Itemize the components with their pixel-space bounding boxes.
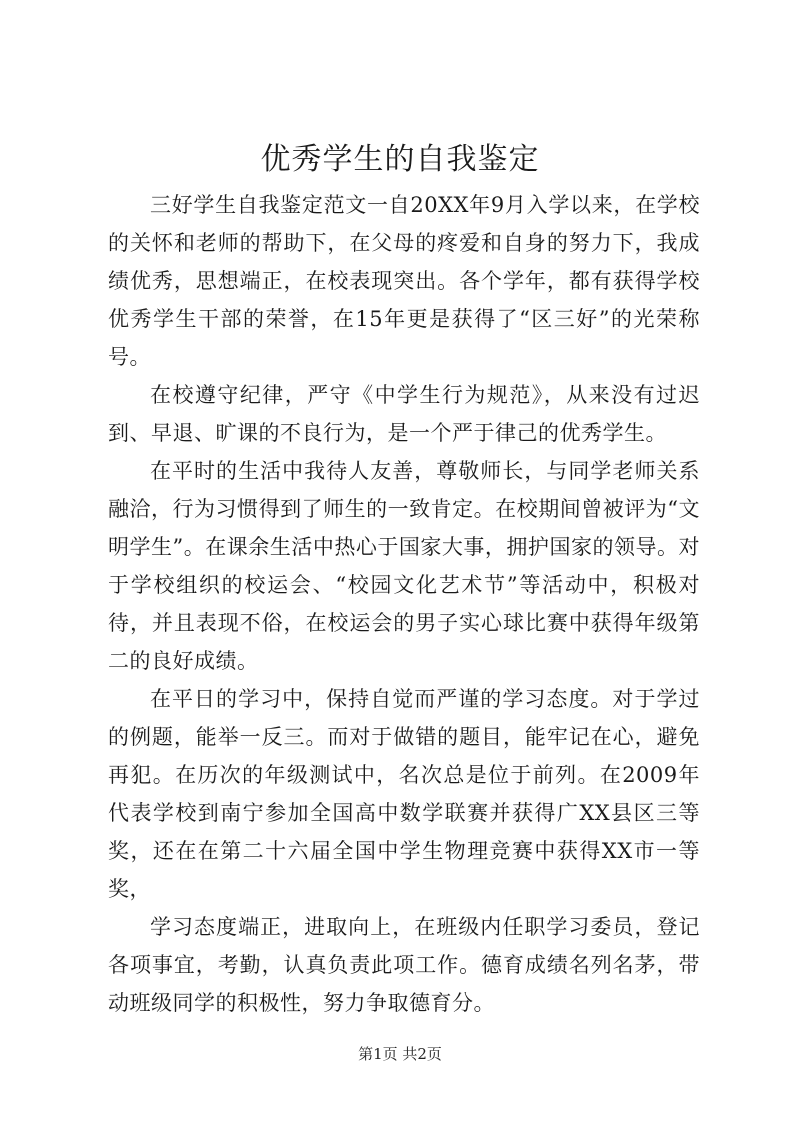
paragraph-3: 在平时的生活中我待人友善，尊敬师长，与同学老师关系融洽，行为习惯得到了师生的一致肯定。在校期间曾被评为“文明学生”。在课余生活中热心于国家大事，拥护国家的领导。对于学校组织的校运会、“校园文化艺术节”等活动中，积极对待，并且表现不俗，在校运会的男子实心球比赛中获得年级第二的良好成绩。 (108, 459, 700, 673)
paragraph-4: 在平日的学习中，保持自觉而严谨的学习态度。对于学过的例题，能举一反三。而对于做错的题目，能牢记在心，避免再犯。在历次的年级测试中，名次总是位于前列。在2009年代表学校到南宁参加全国高中数学联赛并获得广XX县区三等奖，还在在第二十六届全国中学生物理竞赛中获得XX市一等奖， (108, 687, 700, 901)
paragraph-1: 三好学生自我鉴定范文一自20XX年9月入学以来，在学校的关怀和老师的帮助下，在父母的疼爱和自身的努力下，我成绩优秀，思想端正，在校表现突出。各个学年，都有获得学校优秀学生干部的荣誉，在15年更是获得了“区三好”的光荣称号。 (108, 193, 700, 369)
document-body (108, 186, 700, 1022)
paragraph-2: 在校遵守纪律，严守《中学生行为规范》，从来没有过迟到、早退、旷课的不良行为，是一个严于律己的优秀学生。 (108, 383, 700, 445)
paragraph-5: 学习态度端正，进取向上，在班级内任职学习委员，登记各项事宜，考勤，认真负责此项工作。德育成绩名列名茅，带动班级同学的积极性，努力争取德育分。 (108, 915, 700, 1015)
document-title: 优秀学生的自我鉴定 (260, 142, 540, 177)
page-number-label: 第1页 共2页 (358, 1045, 442, 1063)
page-footer (0, 1044, 800, 1064)
